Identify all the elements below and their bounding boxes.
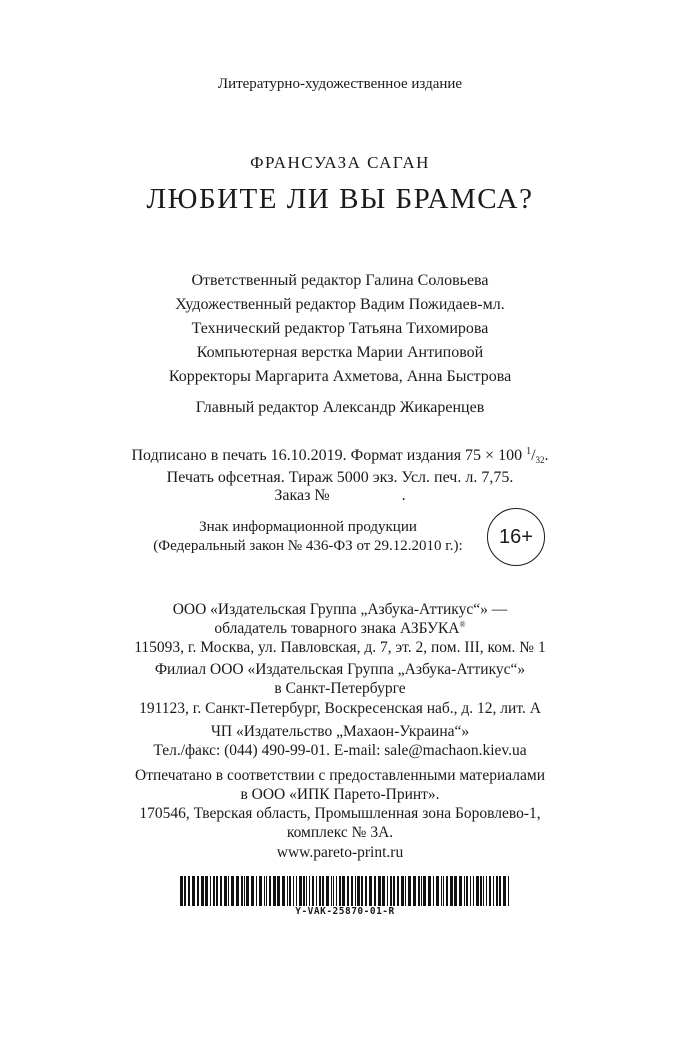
barcode-bar	[459, 876, 462, 906]
barcode-bar	[382, 876, 385, 906]
barcode-bar	[266, 876, 267, 906]
barcode-bar	[361, 876, 363, 906]
barcode-bar	[287, 876, 288, 906]
barcode-bar	[374, 876, 376, 906]
barcode-bar	[423, 876, 426, 906]
barcode-bar	[351, 876, 353, 906]
format-fraction-slash: /	[531, 447, 536, 464]
barcode-bar	[216, 876, 218, 906]
print-info-line1	[0, 446, 680, 465]
order-number: Заказ № .	[274, 487, 406, 504]
info-sign-label: Знак информационной продукции	[199, 519, 417, 535]
barcode-bar	[436, 876, 439, 906]
barcode-bar	[322, 876, 324, 906]
author-name: ФРАНСУАЗА САГАН	[250, 153, 430, 172]
barcode-bar	[393, 876, 395, 906]
barcode-bar	[483, 876, 484, 906]
credit-proofreaders: Корректоры Маргарита Ахметова, Анна Быстрова	[168, 368, 512, 385]
barcode-bar	[489, 876, 491, 906]
barcode-bar	[466, 876, 468, 906]
barcode-bar	[277, 876, 280, 906]
barcode-bar	[309, 876, 310, 906]
printer-statement: Отпечатано в соответствии с предоставленными материалами	[135, 767, 545, 784]
barcode-bar	[210, 876, 211, 906]
barcode-bar	[205, 876, 208, 906]
barcode-bar	[296, 876, 297, 906]
barcode-bar	[418, 876, 420, 906]
barcode-bar	[246, 876, 249, 906]
barcode-bar	[450, 876, 453, 906]
barcode-bar	[316, 876, 317, 906]
barcode-bar	[299, 876, 302, 906]
credit-technical-editor: Технический редактор Татьяна Тихомирова	[191, 320, 489, 337]
barcode-bar	[464, 876, 465, 906]
barcode-bar	[428, 876, 431, 906]
printer-website: www.pareto-print.ru	[276, 844, 404, 861]
ukraine-publisher: ЧП «Издательство „Махаон-Украина“»	[210, 723, 470, 740]
printer-address: 170546, Тверская область, Промышленная зона Боровлево-1,	[139, 805, 541, 822]
barcode-bar	[357, 876, 360, 906]
barcode-bar	[251, 876, 254, 906]
barcode-bar	[387, 876, 388, 906]
barcode-bar	[413, 876, 416, 906]
barcode-bar	[441, 876, 442, 906]
barcode-bar	[236, 876, 239, 906]
barcode-bar	[336, 876, 337, 906]
barcode-bar	[347, 876, 349, 906]
barcode-bar	[180, 876, 183, 906]
barcode-bar	[446, 876, 448, 906]
format-fraction-denominator: 32	[535, 455, 545, 465]
barcode-bar	[473, 876, 474, 906]
barcode-bar	[273, 876, 276, 906]
barcode-bar	[499, 876, 501, 906]
barcode-bar	[333, 876, 334, 906]
barcode-bar	[390, 876, 392, 906]
printer-name: в ООО «ИПК Парето-Принт».	[240, 786, 440, 803]
info-sign-law: (Федеральный закон № 436-ФЗ от 29.12.2010 г.):	[153, 538, 463, 554]
publisher-trademark	[0, 620, 680, 638]
print-info-line2: Печать офсетная. Тираж 5000 экз. Усл. печ. л. 7,75.	[166, 469, 514, 486]
info-product-sign	[140, 518, 476, 556]
barcode-bar	[303, 876, 305, 906]
barcode-bar	[496, 876, 498, 906]
print-info-line1-end: .	[544, 447, 549, 464]
printer-complex: комплекс № 3А.	[286, 824, 394, 841]
barcode-bar	[365, 876, 367, 906]
barcode-bar	[282, 876, 285, 906]
barcode-bar	[201, 876, 204, 906]
barcode-bar	[405, 876, 406, 906]
barcode-bar	[256, 876, 257, 906]
barcode	[180, 876, 510, 906]
barcode-bar	[197, 876, 199, 906]
barcode-bar	[408, 876, 411, 906]
branch-name: Филиал ООО «Издательская Группа „Азбука-Аттикус“»	[154, 661, 526, 678]
barcode-bar	[259, 876, 262, 906]
branch-address: 191123, г. Санкт-Петербург, Воскресенская наб., д. 12, лит. А	[139, 700, 541, 717]
barcode-bar	[224, 876, 227, 906]
registered-mark: ®	[459, 620, 466, 629]
barcode-bar	[244, 876, 245, 906]
barcode-bar	[454, 876, 457, 906]
barcode-bar	[339, 876, 341, 906]
barcode-bar	[326, 876, 329, 906]
barcode-bar	[184, 876, 186, 906]
barcode-bar	[319, 876, 321, 906]
book-title: ЛЮБИТЕ ЛИ ВЫ БРАМСА?	[146, 183, 534, 215]
barcode-bar	[312, 876, 314, 906]
barcode-bar	[470, 876, 471, 906]
barcode-bar	[264, 876, 265, 906]
publisher-name: ООО «Издательская Группа „Азбука-Аттикус“» —	[172, 601, 508, 618]
barcode-bar	[355, 876, 356, 906]
branch-city: в Санкт-Петербурге	[274, 680, 406, 697]
barcode-bar	[476, 876, 479, 906]
barcode-bar	[397, 876, 399, 906]
publisher-address: 115093, г. Москва, ул. Павловская, д. 7, эт. 2, пом. III, ком. № 1	[134, 639, 546, 656]
barcode-bar	[213, 876, 215, 906]
barcode-bar	[503, 876, 506, 906]
barcode-bar	[306, 876, 307, 906]
chief-editor: Главный редактор Александр Жикаренцев	[195, 399, 485, 416]
barcode-bar	[228, 876, 229, 906]
credit-responsible-editor: Ответственный редактор Галина Соловьева	[191, 272, 489, 289]
barcode-bar	[342, 876, 345, 906]
barcode-bar	[433, 876, 434, 906]
ukraine-contacts: Тел./факс: (044) 490-99-01. E-mail: sale@machaon.kiev.ua	[153, 742, 527, 759]
barcode-bar	[421, 876, 422, 906]
publisher-trademark-text: обладатель товарного знака АЗБУКА	[214, 620, 460, 637]
print-signed-format: Подписано в печать 16.10.2019. Формат издания 75 × 100	[131, 447, 527, 464]
barcode-bar	[289, 876, 291, 906]
barcode-bar	[480, 876, 482, 906]
barcode-bar	[401, 876, 404, 906]
barcode-bar	[241, 876, 243, 906]
credit-art-editor: Художественный редактор Вадим Пожидаев-мл.	[175, 296, 505, 313]
barcode-bar	[269, 876, 271, 906]
barcode-bar	[493, 876, 494, 906]
barcode-bar	[508, 876, 509, 906]
barcode-bar	[369, 876, 372, 906]
barcode-bar	[293, 876, 294, 906]
edition-type: Литературно-художественное издание	[217, 76, 463, 92]
barcode-text: Y-VAK-25870-01-R	[295, 906, 395, 917]
barcode-bar	[331, 876, 332, 906]
format-fraction-numerator: 1	[526, 446, 532, 457]
barcode-bar	[443, 876, 444, 906]
barcode-bar	[378, 876, 381, 906]
barcode-bar	[486, 876, 487, 906]
credit-layout: Компьютерная верстка Марии Антиповой	[196, 344, 484, 361]
age-rating-badge: 16+	[487, 508, 545, 566]
barcode-bar	[192, 876, 195, 906]
barcode-bar	[220, 876, 222, 906]
barcode-bar	[188, 876, 190, 906]
barcode-bar	[231, 876, 234, 906]
